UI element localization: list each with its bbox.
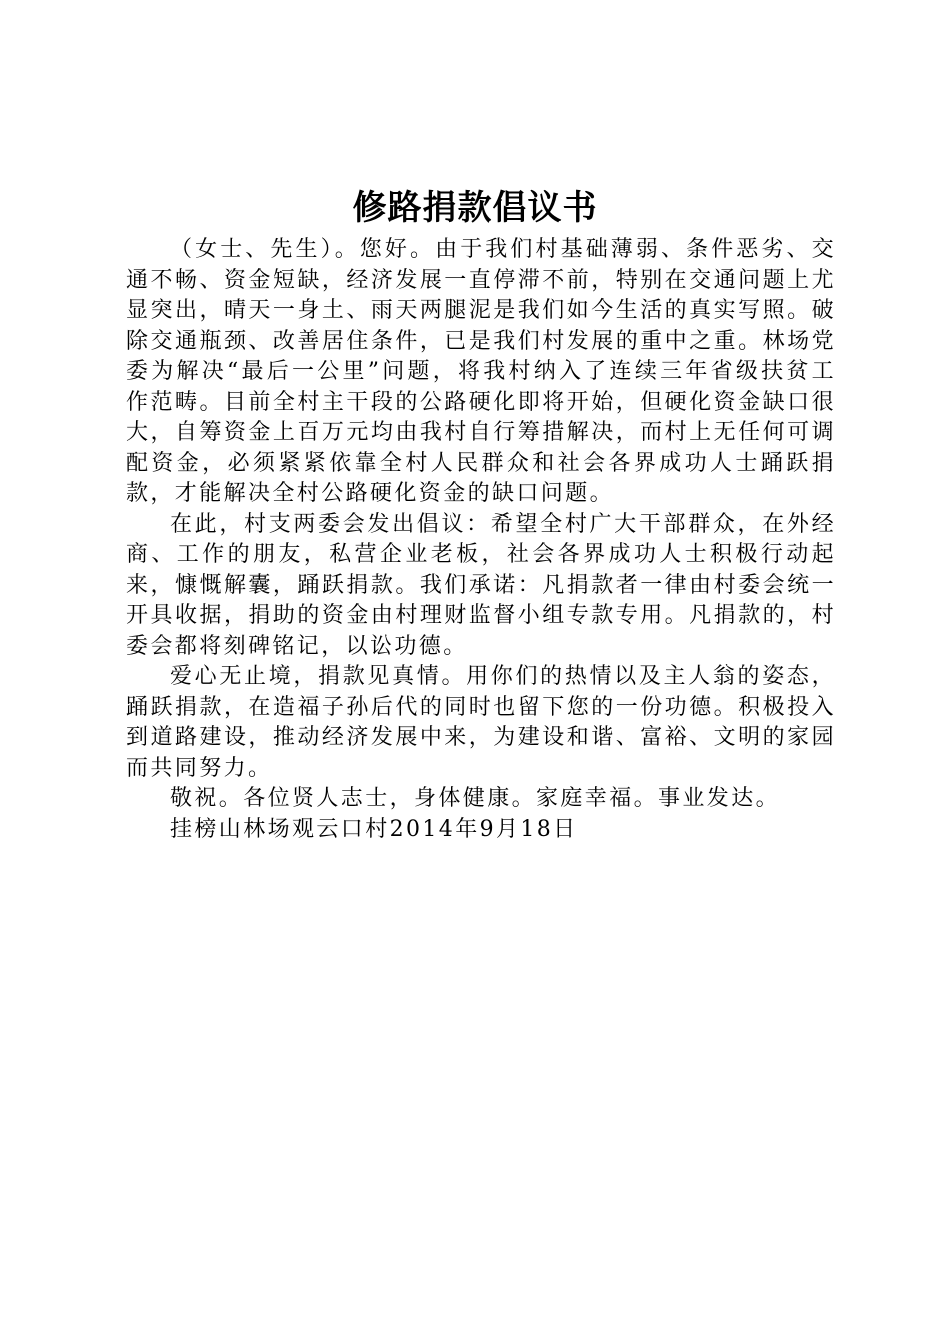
document-body — [126, 235, 836, 845]
paragraph-intro: （女士、先生）。您好。由于我们村基础薄弱、条件恶劣、交通不畅、资金短缺，经济发展一直停滞不前，特别在交通问题上尤显突出，晴天一身土、雨天两腿泥是我们如今生活的真实写照。破除交通瓶颈、改善居住条件，已是我们村发展的重中之重。林场党委为解决“最后一公里”问题，将我村纳入了连续三年省级扶贫工作范畴。目前全村主干段的公路硬化即将开始，但硬化资金缺口很大，自筹资金上百万元均由我村自行筹措解决，而村上无任何可调配资金，必须紧紧依靠全村人民群众和社会各界成功人士踊跃捐款，才能解决全村公路硬化资金的缺口问题。 — [126, 237, 836, 506]
closing-greeting: 敬祝。各位贤人志士，身体健康。家庭幸福。事业发达。 — [170, 786, 781, 811]
paragraph-appeal: 爱心无止境，捐款见真情。用你们的热情以及主人翁的姿态，踊跃捐款，在造福子孙后代的同时也留下您的一份功德。积极投入到道路建设，推动经济发展中来，为建设和谐、富裕、文明的家园而共同努力。 — [126, 664, 836, 781]
document-title: 修路捐款倡议书 — [352, 188, 598, 228]
signature-date: 挂榜山林场观云口村2014年9月18日 — [170, 816, 578, 842]
paragraph-proposal: 在此，村支两委会发出倡议：希望全村广大干部群众，在外经商、工作的朋友，私营企业老板，社会各界成功人士积极行动起来，慷慨解囊，踊跃捐款。我们承诺：凡捐款者一律由村委会统一开具收据，捐助的资金由村理财监督小组专款专用。凡捐款的，村委会都将刻碑铭记，以讼功德。 — [126, 511, 836, 659]
